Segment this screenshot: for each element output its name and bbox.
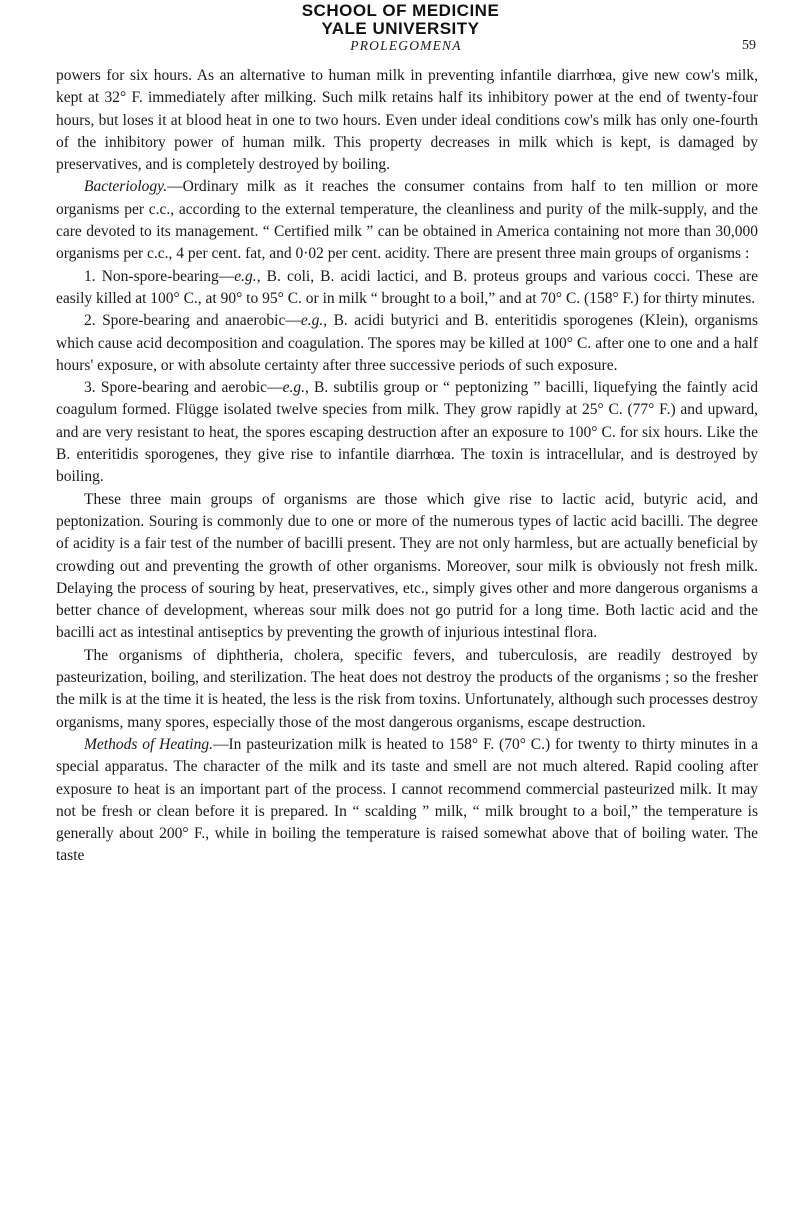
section-heading-bacteriology: Bacteriology. [84,178,168,196]
list-item-eg: e.g. [234,267,257,285]
page-number: 59 [742,38,756,53]
list-item-text: , B. acidi butyrici and B. enteritidis sporogenes (Klein), organisms which cause acid decomposition and coagulation. The spores may be killed at 100° C. after one to one and a half hours' exposure, or with absolute certainty after three successive periods of such exposure. [56,312,758,374]
paragraph-methods-of-heating [56,734,758,868]
list-item-eg: e.g. [282,379,305,397]
running-title: PROLEGOMENA [350,38,462,53]
stamp-line-university: YALE UNIVERSITY [321,19,480,38]
list-item-eg: e.g. [300,312,324,330]
body-text [56,65,758,868]
paragraph-pathogens [56,645,758,734]
list-item-lead: 2. Spore-bearing and anaerobic— [84,312,301,330]
list-item-aerobic [56,377,758,488]
stamp-line-school: SCHOOL OF MEDICINE [301,1,500,20]
list-item-anaerobic [56,310,758,377]
list-item-text: , B. subtilis group or “ peptonizing ” bacilli, liquefying the faintly acid coagulum formed. Flügge isolated twelve species from milk. They grow rapidly at 25° C. (77° F.) and upward, and are very resistant to heat, the spores escaping destruction after an exposure to 100° C. for six hours. Like the B. enteritidis sporogenes, they give rise to infantile diarrhœa. The toxin is intracellular, and is destroyed by boiling. [56,379,759,486]
paragraph-text: —In pasteurization milk is heated to 158° F. (70° C.) for twenty to thirty minutes in a special apparatus. The character of the milk and its taste and smell are not much altered. Rapid cooling after exposure to heat is an important part of the process. I cannot recommend commercial pasteurized milk. It may not be fresh or clean before it is prepared. In “ scalding ” milk, “ milk brought to a boil,” the temperature is generally about 200° F., while in boiling the temperature is raised somewhat above that of boiling water. The taste [56,735,758,865]
paragraph-bacteriology [56,176,758,265]
paragraph-text: The organisms of diphtheria, cholera, specific fevers, and tuberculosis, are readily destroyed by pasteurization, boiling, and sterilization. The heat does not destroy the products of the organisms ; so the fresher the milk is at the time it is heated, the less is the risk from toxins. Unfortunately, although such processes destroy organisms, many spores, especially those of the most dangerous organisms, escape destruction. [56,646,758,731]
library-stamp [0,2,801,38]
list-item-lead: 3. Spore-bearing and aerobic— [84,379,283,397]
running-head [56,38,756,56]
paragraph-text: —Ordinary milk as it reaches the consumer contains from half to ten million or more organisms per c.c., according to the external temperature, the cleanliness and purity of the milk-supply, and the care devoted to its management. “ Certified milk ” can be obtained in America containing not more than 30,000 organisms per c.c., 4 per cent. fat, and 0·02 per cent. acidity. There are present three main groups of organisms : [56,178,758,263]
list-item-non-spore [56,266,758,311]
section-heading-methods-of-heating: Methods of Heating. [84,735,213,753]
paragraph-main-groups [56,489,758,645]
paragraph-powers [56,65,758,176]
list-item-lead: 1. Non-spore-bearing— [84,267,235,285]
paragraph-text: powers for six hours. As an alternative to human milk in preventing infantile diarrhœa, give new cow's milk, kept at 32° F. immediately after milking. Such milk retains half its inhibitory power at the end of twenty-four hours, but loses it at blood heat in one to two hours. Even under ideal conditions cow's milk has only one-fourth of the inhibitory power of human milk. This property decreases in milk which is kept, is damaged by preservatives, and is completely destroyed by boiling. [56,67,758,174]
paragraph-text: These three main groups of organisms are those which give rise to lactic acid, butyric acid, and peptonization. Souring is commonly due to one or more of the numerous types of lactic acid bacilli. The degree of acidity is a fair test of the number of bacilli present. They are not only harmless, but are actually beneficial by crowding out and preventing the growth of other organisms. Moreover, sour milk is obviously not fresh milk. Delaying the process of souring by heat, preservatives, etc., simply gives other and more dangerous organisms a better chance of development, whereas sour milk does not go putrid for a long time. Both lactic acid and the bacilli act as intestinal antiseptics by preventing the growth of injurious intestinal flora. [56,490,758,642]
list-item-text: , B. coli, B. acidi lactici, and B. proteus groups and various cocci. These are easily killed at 100° C., at 90° to 95° C. or in milk “ brought to a boil,” and at 70° C. (158° F.) for thirty minutes. [56,267,758,307]
